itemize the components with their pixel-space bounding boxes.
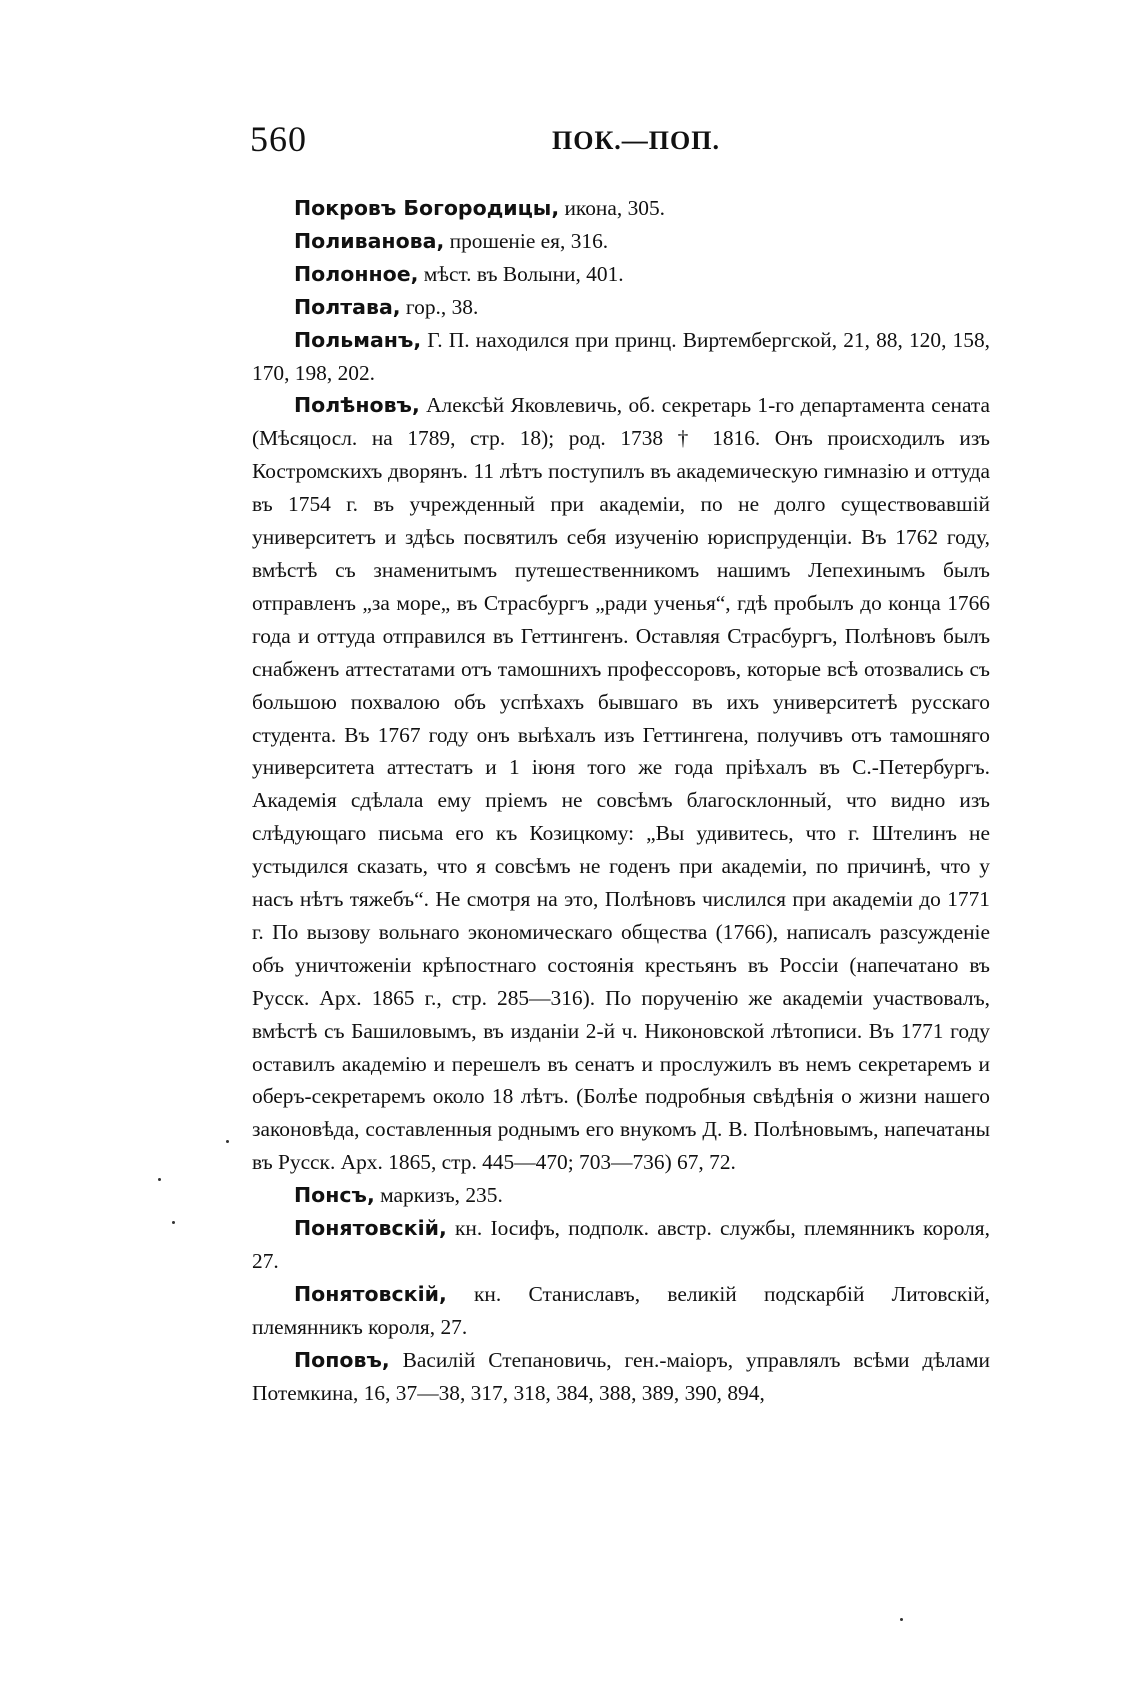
entry-headword: Польманъ,	[294, 327, 422, 352]
index-entry	[252, 225, 990, 258]
entry-headword: Поливанова,	[294, 228, 445, 253]
entry-text: Василій Степановичь, ген.-маіоръ, управлялъ всѣми дѣлами Потемкина, 16, 37—38, 317, 318, 384, 388, 389, 390, 894,	[252, 1347, 990, 1405]
print-speck	[900, 1618, 903, 1621]
entry-headword: Полѣновъ,	[294, 393, 420, 418]
index-entry	[252, 1212, 990, 1278]
print-speck	[172, 1221, 175, 1224]
entry-text: гор., 38.	[400, 294, 479, 319]
page-number: 560	[250, 119, 307, 159]
index-entries	[252, 192, 990, 1410]
print-speck	[158, 1178, 161, 1181]
entry-text: кн. Станиславъ, великій подскарбій Литовскій, племянникъ короля, 27.	[252, 1281, 990, 1339]
index-entry	[252, 258, 990, 291]
entry-text: икона, 305.	[559, 196, 666, 220]
entry-headword: Поповъ,	[294, 1347, 390, 1372]
index-entry	[252, 1278, 990, 1344]
entry-text: кн. Іосифъ, подполк. австр. службы, племянникъ короля, 27.	[252, 1216, 990, 1273]
entry-headword: Покровъ Богородицы,	[294, 196, 560, 220]
print-speck	[226, 1140, 229, 1143]
entry-text: Алексѣй Яковлевичь, об. секретарь 1-го департамента сената (Мѣсяцосл. на 1789, стр. 18); род. 1738 † 1816. Онъ происходилъ изъ Костромскихъ дворянъ. 11 лѣтъ поступилъ въ академическую гимназію и оттуда въ 1754 г. въ учрежденный при академіи, по не долго существовавшій университетъ и здѣсь посвятилъ себя изученію юриспруденціи. Въ 1762 году, вмѣстѣ съ знаменитымъ путешественникомъ нашимъ Лепехинымъ былъ отправленъ „за море„ въ Страсбургъ „ради ученья“, гдѣ пробылъ до конца 1766 года и оттуда отправился въ Геттингенъ. Оставляя Страсбургъ, Полѣновъ былъ снабженъ аттестатами отъ тамошнихъ профессоровъ, которые всѣ отозвались съ большою похвалою объ успѣхахъ бывшаго въ ихъ университетѣ русскаго студента. Въ 1767 году онъ выѣхалъ изъ Геттингена, получивъ отъ тамошняго университета аттестатъ и 1 іюня того же года пріѣхалъ въ С.-Петербургъ. Академія сдѣлала ему пріемъ не совсѣмъ благосклонный, что видно изъ слѣдующаго письма его къ Козицкому: „Вы удивитесь, что г. Штелинъ не устыдился сказать, что я совсѣмъ не годенъ при академіи, по причинѣ, что у насъ нѣтъ тяжебъ“. Не смотря на это, Полѣновъ числился при академіи до 1771 г. По вызову вольнаго экономическаго общества (1766), написалъ разсужденіе объ уничтоженіи крѣпостнаго состоянія крестьянъ въ Россіи (напечатано въ Русск. Арх. 1865 г., стр. 285—316). По порученію же академіи участвовалъ, вмѣстѣ съ Башиловымъ, въ изданіи 2-й ч. Никоновской лѣтописи. Въ 1771 году оставилъ академію и перешелъ въ сенатъ и прослужилъ въ немъ секретаремъ и оберъ-секретаремъ около 18 лѣтъ. (Болѣе подробныя свѣдѣнія о жизни нашего законовѣда, составленныя роднымъ его внукомъ Д. В. Полѣновымъ, напечатаны въ Русск. Арх. 1865, стр. 445—470; 703—736) 67, 72.	[252, 393, 990, 1175]
entry-headword: Понятовскій,	[294, 1216, 447, 1241]
entry-headword: Понсъ,	[294, 1183, 375, 1208]
entry-text: маркизъ, 235.	[374, 1183, 503, 1208]
index-entry	[252, 324, 990, 390]
entry-text: Г. П. находился при принц. Виртембергской, 21, 88, 120, 158, 170, 198, 202.	[252, 327, 990, 385]
entry-headword: Полтава,	[294, 294, 401, 319]
entry-headword: Полонное,	[294, 261, 419, 286]
entry-text: мѣст. въ Волыни, 401.	[418, 261, 624, 286]
index-entry	[252, 192, 990, 225]
index-entry	[252, 1344, 990, 1410]
index-entry	[252, 291, 990, 324]
running-head: ПОК.—ПОП.	[552, 126, 720, 155]
index-entry	[252, 1179, 990, 1212]
index-entry	[252, 389, 990, 1179]
entry-headword: Понятовскій,	[294, 1281, 447, 1306]
entry-text: прошеніе ея, 316.	[444, 228, 609, 253]
